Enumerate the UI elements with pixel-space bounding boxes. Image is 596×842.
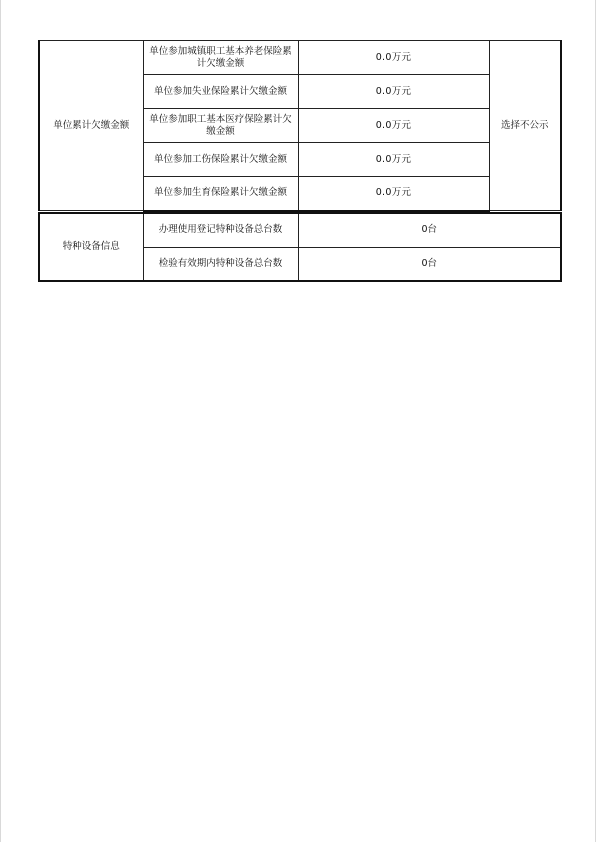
special-equipment-table bbox=[38, 212, 562, 282]
item-label-cell: 单位参加职工基本医疗保险累计欠缴金额 bbox=[143, 109, 298, 143]
table-row bbox=[39, 41, 561, 75]
category-cell: 单位累计欠缴金额 bbox=[39, 41, 143, 211]
item-label-cell: 办理使用登记特种设备总台数 bbox=[143, 213, 298, 247]
item-label-cell: 单位参加生育保险累计欠缴金额 bbox=[143, 177, 298, 211]
category-cell: 特种设备信息 bbox=[39, 213, 143, 281]
value-cell: 0台 bbox=[298, 213, 561, 247]
remark-cell: 选择不公示 bbox=[489, 41, 561, 211]
value-cell: 0台 bbox=[298, 247, 561, 281]
value-cell: 0.0万元 bbox=[298, 75, 489, 109]
value-cell: 0.0万元 bbox=[298, 143, 489, 177]
value-cell: 0.0万元 bbox=[298, 177, 489, 211]
item-label-cell: 单位参加工伤保险累计欠缴金额 bbox=[143, 143, 298, 177]
item-label-cell: 单位参加失业保险累计欠缴金额 bbox=[143, 75, 298, 109]
social-insurance-arrears-table bbox=[38, 40, 562, 212]
page-border-left bbox=[0, 0, 1, 842]
item-label-cell: 检验有效期内特种设备总台数 bbox=[143, 247, 298, 281]
value-cell: 0.0万元 bbox=[298, 109, 489, 143]
value-cell: 0.0万元 bbox=[298, 41, 489, 75]
table-row bbox=[39, 213, 561, 247]
item-label-cell: 单位参加城镇职工基本养老保险累计欠缴金额 bbox=[143, 41, 298, 75]
